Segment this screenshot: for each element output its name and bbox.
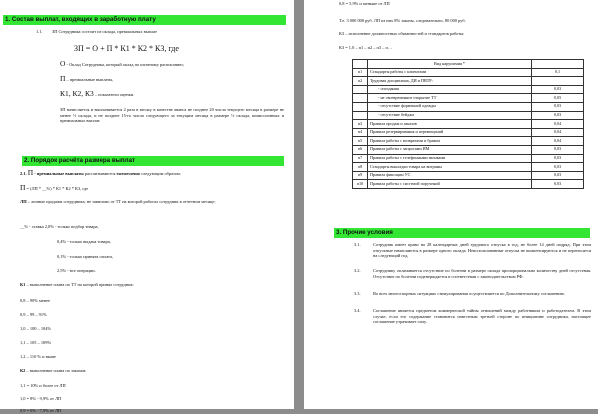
table-row bbox=[353, 111, 584, 120]
table-row bbox=[353, 120, 584, 129]
violation-name-cell: - отсутствие бейджа bbox=[368, 111, 532, 120]
section-1-header: 1. Состав выплат, входящих в заработную плату bbox=[3, 15, 286, 25]
k2-heading bbox=[20, 368, 86, 374]
table-row bbox=[353, 102, 584, 111]
violation-coefficient-cell: 0,03 bbox=[532, 102, 584, 111]
k2-item: 0,9 = 6% - 7,9% от ЛП bbox=[20, 408, 62, 413]
clause-3-4-number: 3.4. bbox=[354, 308, 361, 313]
k2-label: К2 bbox=[20, 368, 26, 373]
table-row bbox=[353, 94, 584, 103]
violation-name-cell: Правила фиксации УС bbox=[368, 171, 532, 180]
clause-3-2-number: 3.2. bbox=[354, 268, 361, 273]
violation-code-cell: п5 bbox=[353, 137, 368, 146]
clause-1-1-text: ЗП Сотрудника состоит из оклада, премиальных выплат bbox=[52, 29, 157, 34]
lp-definition bbox=[20, 199, 282, 205]
violation-code-cell bbox=[353, 94, 368, 103]
violation-coefficient-cell: 0,03 bbox=[532, 163, 584, 172]
clause-2-1-end: следующим образом: bbox=[141, 171, 181, 176]
violation-code-cell bbox=[353, 85, 368, 94]
violation-name-cell: Стандарты выкладки товара на витрины bbox=[368, 163, 532, 172]
rate-item: 2,5% - все операции. bbox=[57, 268, 96, 273]
clause-2-1-mid: рассчитываются bbox=[84, 171, 116, 176]
violation-coefficient-cell: 0,05 bbox=[532, 94, 584, 103]
violation-name-cell: - опоздания bbox=[368, 85, 532, 94]
def-p-text: – премиальные выплаты, bbox=[66, 77, 114, 82]
violation-code-cell: п3 bbox=[353, 120, 368, 129]
table-row bbox=[353, 128, 584, 137]
clause-3-3-number: 3.3. bbox=[354, 291, 361, 296]
k1-heading bbox=[20, 282, 134, 288]
clause-3-4-text: Соглашение является предметом коммерческой тайны отношений между работником и работодателем. В этом случае, если его содержание становится известным третьей стороне по инициативе сотрудника, настоящее соглашение утрачивает силу. bbox=[373, 308, 591, 324]
clause-2-1-letter: П bbox=[27, 168, 34, 177]
k1-item: 0,8 – 90% менее bbox=[20, 298, 50, 303]
clause-2-1-bold: - премиальные выплаты bbox=[34, 171, 84, 176]
k1-item: 0,9 – 99 – 91% bbox=[20, 312, 47, 317]
violation-coefficient-cell: 0,03 bbox=[532, 111, 584, 120]
violation-coefficient-cell: 0,04 bbox=[532, 120, 584, 129]
k2-item: 1,1 = 10% и более от ЛП bbox=[20, 383, 66, 388]
violations-table bbox=[352, 59, 584, 189]
table-header-cell bbox=[353, 60, 368, 69]
violation-name-cell: - не своевременное открытие ТТ bbox=[368, 94, 532, 103]
rate-line: __% - ставка 2,0% - только подбор товара, bbox=[20, 224, 99, 229]
table-header-row bbox=[353, 60, 584, 69]
violation-code-cell: п2 bbox=[353, 77, 368, 86]
violation-code-cell: п1 bbox=[353, 68, 368, 77]
violation-code-cell: п8 bbox=[353, 163, 368, 172]
table-row bbox=[353, 145, 584, 154]
lp-text: – личные продажи сотрудника, не зависимо от ТТ на которой работал сотрудник в отчетном месяце; bbox=[27, 199, 216, 204]
bonus-formula-letter: П bbox=[20, 183, 26, 192]
clause-2-1 bbox=[20, 170, 181, 177]
k1-item: 1,0 – 100 – 104% bbox=[20, 326, 52, 331]
rate-item: 0,1% - только принята оплата, bbox=[57, 254, 114, 259]
clause-3-1-text: Сотрудник имеет право на 28 календарных дней трудового отпуска в год, не более 14 дней подряд. При этом отпускные начисляются в размере одного оклада. Неиспользованные отпуска не компенсируются и не переносятся на следующий год. bbox=[373, 242, 591, 258]
violation-coefficient-cell: 0,04 bbox=[532, 128, 584, 137]
violation-code-cell: п10 bbox=[353, 180, 368, 189]
def-k bbox=[60, 91, 134, 98]
def-p bbox=[60, 76, 113, 83]
table-row bbox=[353, 137, 584, 146]
bonus-formula bbox=[20, 185, 88, 192]
lp-label: ЛП bbox=[20, 199, 27, 204]
violation-code-cell: п7 bbox=[353, 154, 368, 163]
violation-name-cell: Трудовая дисциплина, ДИ и ПВТР: bbox=[368, 77, 532, 86]
clause-3-2-text: Сотруднику оплачивается отсутствие по болезни в размере оклада пропорционально количеству дней отсутствия. Отсутствие по болезни подтверждается в соответствии с законодательством РФ. bbox=[373, 268, 591, 279]
bonus-formula-rest: = (ЛП * __%) * К1 * К2 * К3, где bbox=[26, 186, 89, 191]
violation-name-cell: Правила работы с запросами ИМ bbox=[368, 145, 532, 154]
k2-item: 1,0 = 8% - 9,9% от ЛП bbox=[20, 396, 62, 401]
clause-2-1-monthly: ежемесячно bbox=[116, 171, 140, 176]
violation-code-cell bbox=[353, 102, 368, 111]
violation-coefficient-cell bbox=[532, 77, 584, 86]
violation-name-cell: Правила работы с телефонными звонками bbox=[368, 154, 532, 163]
rate-item: 0,4% - только выдача товара, bbox=[57, 239, 111, 244]
k3-heading: К3 – исполнение должностных обязанностей и стандартов работы: bbox=[339, 31, 465, 36]
table-row bbox=[353, 180, 584, 189]
table-header-cell: Вид нарушения * bbox=[368, 60, 532, 69]
violation-code-cell bbox=[353, 111, 368, 120]
violation-name-cell: - отсутствие форменной одежды bbox=[368, 102, 532, 111]
section-3-header: 3. Прочие условия bbox=[334, 228, 590, 238]
violation-coefficient-cell: 0,04 bbox=[532, 137, 584, 146]
table-row bbox=[353, 77, 584, 86]
violation-name-cell: Правила продаж и заказов bbox=[368, 120, 532, 129]
table-row bbox=[353, 163, 584, 172]
section-2-header: 2. Порядок расчёта размера выплат bbox=[22, 156, 284, 166]
k2-item-last: 0,8 = 5,9% и меньше от ЛП bbox=[339, 1, 390, 6]
clause-1-1-number: 1.1. bbox=[36, 29, 43, 34]
def-p-letter: П bbox=[60, 74, 66, 83]
violation-name-cell: Правила резервирования и перемещений bbox=[368, 128, 532, 137]
violation-coefficient-cell: 0,03 bbox=[532, 154, 584, 163]
k1-text: – выполнение плана по ТТ на которой принял сотрудник: bbox=[26, 282, 134, 287]
violation-code-cell: п6 bbox=[353, 145, 368, 154]
salary-formula: ЗП = О + П * К1 * К2 * К3, где bbox=[74, 44, 179, 53]
def-o-letter: О bbox=[60, 59, 66, 68]
table-row bbox=[353, 85, 584, 94]
violation-name-cell: Правила работы с возвратами и браком bbox=[368, 137, 532, 146]
k2-text: – выполнение плана по заказам: bbox=[26, 368, 87, 373]
table-header-cell bbox=[532, 60, 584, 69]
clause-2-1-number: 2.1. bbox=[20, 171, 27, 176]
document-page-left bbox=[0, 0, 294, 413]
table-row bbox=[353, 68, 584, 77]
violation-coefficient-cell: 0,03 bbox=[532, 85, 584, 94]
k1-item: 1,1 – 105 – 109% bbox=[20, 340, 52, 345]
clause-3-1-number: 3.1. bbox=[354, 242, 361, 247]
clause-3-3-text: Во всех многоспорных ситуациях стимулирования осуществляется по Дополнительному соглашению. bbox=[373, 291, 566, 296]
violation-name-cell: Правила работы с системой поручений bbox=[368, 180, 532, 189]
def-o bbox=[60, 61, 184, 68]
violation-code-cell: п9 bbox=[353, 171, 368, 180]
violation-coefficient-cell: 0,03 bbox=[532, 145, 584, 154]
example-line: Т.е. 3 000 000 руб. ЛП из них 8% заказы, следовательно, 80 000 руб. bbox=[339, 18, 466, 23]
violation-coefficient-cell: 0,1 bbox=[532, 68, 584, 77]
table-row bbox=[353, 154, 584, 163]
def-o-text: - Оклад Сотрудника, который оклад по штатному расписанию; bbox=[66, 62, 184, 67]
k1-label: К1 bbox=[20, 282, 26, 287]
table-row bbox=[353, 171, 584, 180]
def-k-letters: К1, К2, К3 bbox=[60, 89, 94, 98]
violation-coefficient-cell: 0,03 bbox=[532, 171, 584, 180]
k1-item: 1,2 – 110 % и выше bbox=[20, 354, 56, 359]
document-page-right bbox=[304, 0, 598, 409]
violation-code-cell: п4 bbox=[353, 128, 368, 137]
def-k-text: – показатели оценки. bbox=[94, 92, 135, 97]
payment-schedule-paragraph: ЗП начисляется и выплачивается 2 раза в месяц: в качестве аванса не позднее 20 числа текущего месяца в размере не менее ½ оклада, и не позднее 15-го числа следующего за текущим месяца в размере ½ оклада, комиссионных и премиальных выплат. bbox=[60, 107, 284, 123]
k3-formula: К3 = 1,0 – п1 – п2 – п3 – п… bbox=[339, 45, 393, 50]
violation-name-cell: Стандарты работы с клиентами bbox=[368, 68, 532, 77]
violation-coefficient-cell: 0,03 bbox=[532, 180, 584, 189]
